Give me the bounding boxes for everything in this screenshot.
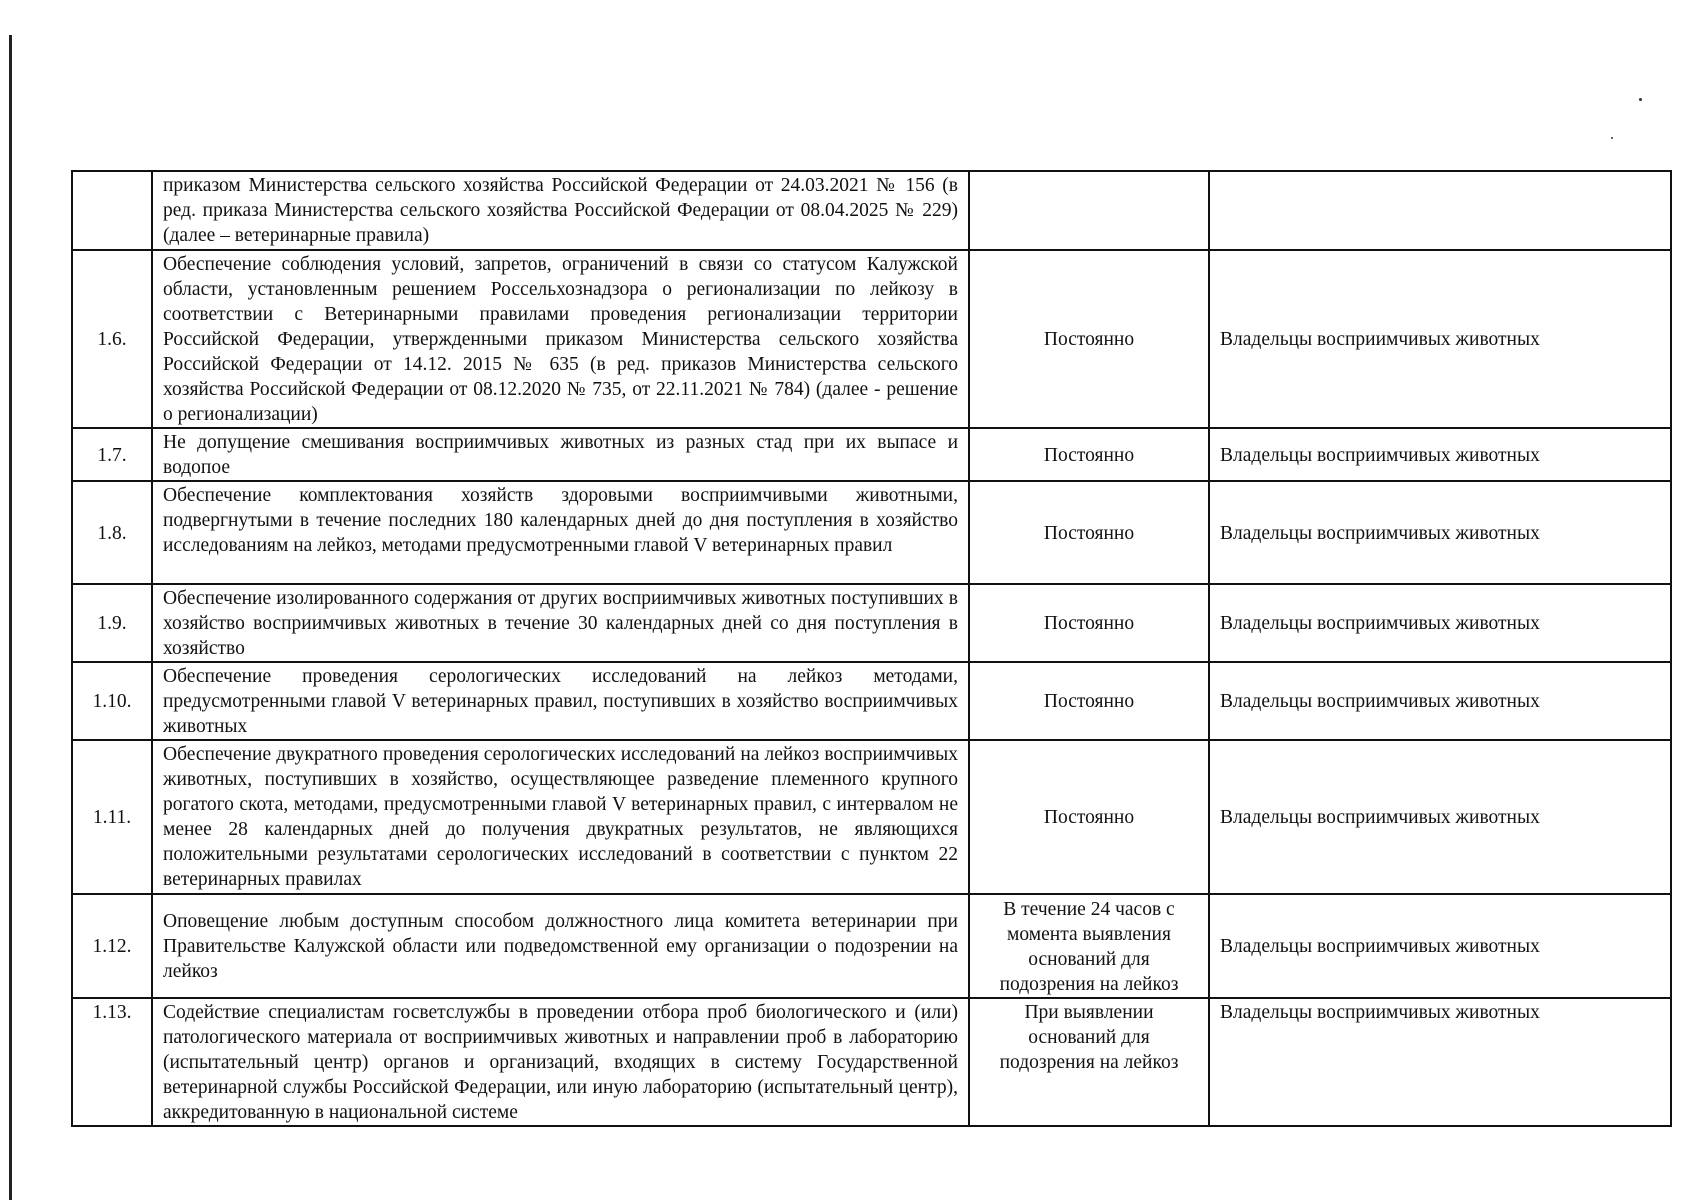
responsible-party: Владельцы восприимчивых животных xyxy=(1209,428,1671,481)
table-row xyxy=(72,998,1671,1126)
measure-term: В течение 24 часов с момента выявления оснований для подозрения на лейкоз xyxy=(969,894,1209,998)
table-row xyxy=(72,171,1671,250)
measure-description: Обеспечение проведения серологических исследований на лейкоз методами, предусмотренными главой V ветеринарных правил, поступивших в хозяйство восприимчивых животных xyxy=(152,662,969,740)
measure-description: Не допущение смешивания восприимчивых животных из разных стад при их выпасе и водопое xyxy=(152,428,969,481)
measure-description: приказом Министерства сельского хозяйства Российской Федерации от 24.03.2021 № 156 (в ред. приказа Министерства сельского хозяйства Российской Федерации от 08.04.2025 № 229) (далее – ветеринарные правила) xyxy=(152,171,969,250)
table-row xyxy=(72,662,1671,740)
responsible-party: Владельцы восприимчивых животных xyxy=(1209,894,1671,998)
responsible-party: Владельцы восприимчивых животных xyxy=(1209,481,1671,584)
row-number: 1.10. xyxy=(72,662,152,740)
responsible-party: Владельцы восприимчивых животных xyxy=(1209,662,1671,740)
responsible-party: Владельцы восприимчивых животных xyxy=(1209,250,1671,428)
row-number: 1.13. xyxy=(72,998,152,1126)
measure-description: Содействие специалистам госветслужбы в проведении отбора проб биологического и (или) патологического материала от восприимчивых животных и направлении проб в лабораторию (испытательный центр) органов и организаций, входящих в систему Государственной ветеринарной службы Российской Федерации, или иную лабораторию (испытательный центр), аккредитованную в национальной системе xyxy=(152,998,969,1126)
measure-description: Обеспечение двукратного проведения серологических исследований на лейкоз восприимчивых животных, поступивших в хозяйство, осуществляющее разведение племенного крупного рогатого скота, методами, предусмотренными главой V ветеринарных правил, с интервалом не менее 28 календарных дней до получения двукратных результатов, не являющихся положительными результатами серологических исследований в соответствии с пунктом 22 ветеринарных правилах xyxy=(152,740,969,894)
row-number xyxy=(72,171,152,250)
table-row xyxy=(72,894,1671,998)
table-row xyxy=(72,481,1671,584)
measure-term: При выявлении оснований для подозрения на лейкоз xyxy=(969,998,1209,1126)
responsible-party: Владельцы восприимчивых животных xyxy=(1209,584,1671,662)
measure-term: Постоянно xyxy=(969,481,1209,584)
measure-description: Обеспечение соблюдения условий, запретов, ограничений в связи со статусом Калужской области, установленным решением Россельхознадзора о регионализации по лейкозу в соответствии с Ветеринарными правилами проведения регионализации территории Российской Федерации, утвержденными приказом Министерства сельского хозяйства Российской Федерации от 14.12. 2015 № 635 (в ред. приказов Министерства сельского хозяйства Российской Федерации от 08.12.2020 № 735, от 22.11.2021 № 784) (далее - решение о регионализации) xyxy=(152,250,969,428)
measure-term: Постоянно xyxy=(969,740,1209,894)
measure-term xyxy=(969,171,1209,250)
row-number: 1.6. xyxy=(72,250,152,428)
table-row xyxy=(72,740,1671,894)
table-row xyxy=(72,250,1671,428)
measures-table xyxy=(71,170,1672,1127)
responsible-party xyxy=(1209,171,1671,250)
scan-speck xyxy=(1639,98,1642,101)
table-row xyxy=(72,584,1671,662)
responsible-party: Владельцы восприимчивых животных xyxy=(1209,740,1671,894)
page-binding-edge xyxy=(9,35,12,1200)
row-number: 1.9. xyxy=(72,584,152,662)
responsible-party: Владельцы восприимчивых животных xyxy=(1209,998,1671,1126)
row-number: 1.8. xyxy=(72,481,152,584)
row-number: 1.11. xyxy=(72,740,152,894)
measure-description: Обеспечение изолированного содержания от других восприимчивых животных поступивших в хозяйство восприимчивых животных в течение 30 календарных дней со дня поступления в хозяйство xyxy=(152,584,969,662)
measure-term: Постоянно xyxy=(969,250,1209,428)
table-row xyxy=(72,428,1671,481)
measure-term: Постоянно xyxy=(969,662,1209,740)
measure-description: Обеспечение комплектования хозяйств здоровыми восприимчивыми животными, подвергнутыми в течение последних 180 календарных дней до дня поступления в хозяйство исследованиям на лейкоз, методами предусмотренными главой V ветеринарных правил xyxy=(152,481,969,584)
measure-term: Постоянно xyxy=(969,428,1209,481)
measure-term: Постоянно xyxy=(969,584,1209,662)
row-number: 1.12. xyxy=(72,894,152,998)
row-number: 1.7. xyxy=(72,428,152,481)
scan-speck xyxy=(1611,137,1613,139)
measure-description: Оповещение любым доступным способом должностного лица комитета ветеринарии при Правительстве Калужской области или подведомственной ему организации о подозрении на лейкоз xyxy=(152,894,969,998)
